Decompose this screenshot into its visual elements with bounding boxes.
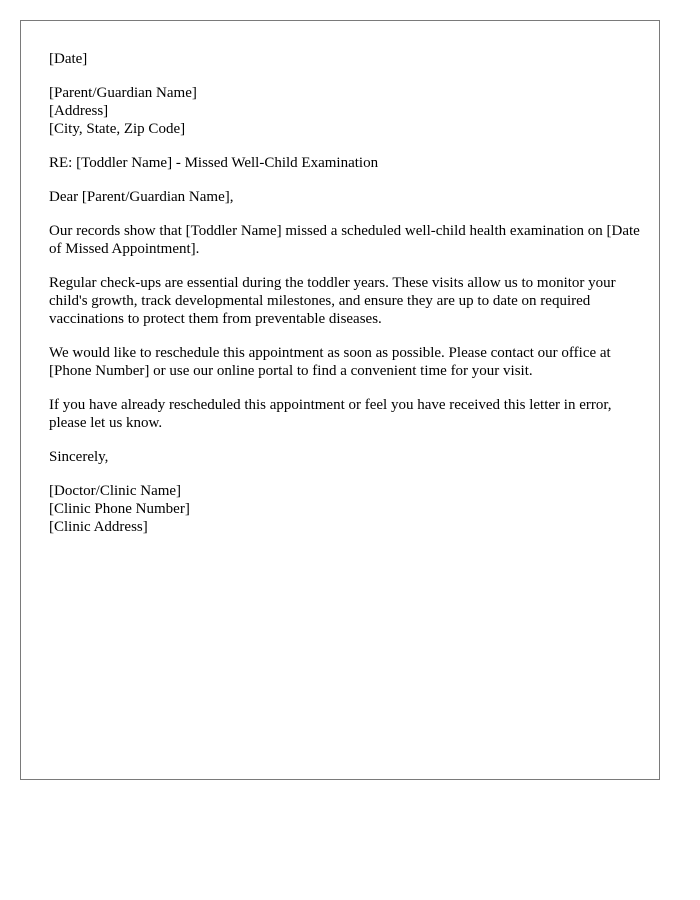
letter-body: [49, 50, 649, 552]
signature-phone: [Clinic Phone Number]: [49, 501, 190, 517]
signature-name: [Doctor/Clinic Name]: [49, 483, 182, 499]
subject-block: [49, 154, 649, 172]
signature-address: [Clinic Address]: [49, 519, 148, 535]
paragraph-checkup-importance: Regular check-ups are essential during the toddler years. These visits allow us to monitor your child's growth, track developmental milestones, and ensure they are up to date on required vaccinations to protect them from preventable diseases.: [49, 275, 616, 327]
signature-block: [49, 482, 649, 536]
letter-page: [20, 20, 660, 780]
recipient-address: [Address]: [49, 103, 109, 119]
letter-date: [Date]: [49, 51, 88, 67]
letter-closing: Sincerely,: [49, 449, 109, 465]
paragraph-reschedule: We would like to reschedule this appointment as soon as possible. Please contact our office at [Phone Number] or use our online portal to find a convenient time for your visit.: [49, 345, 611, 379]
recipient-name: [Parent/Guardian Name]: [49, 85, 197, 101]
paragraph-missed-exam: Our records show that [Toddler Name] missed a scheduled well-child health examination on [Date of Missed Appointment].: [49, 223, 640, 257]
salutation-block: [49, 188, 649, 206]
closing-block: [49, 448, 649, 466]
letter-subject: RE: [Toddler Name] - Missed Well-Child Examination: [49, 155, 379, 171]
recipient-city-state-zip: [City, State, Zip Code]: [49, 121, 186, 137]
letter-salutation: Dear [Parent/Guardian Name],: [49, 189, 234, 205]
paragraph-already-rescheduled: If you have already rescheduled this appointment or feel you have received this letter in error, please let us know.: [49, 397, 612, 431]
recipient-block: [49, 84, 649, 138]
date-block: [49, 50, 649, 68]
